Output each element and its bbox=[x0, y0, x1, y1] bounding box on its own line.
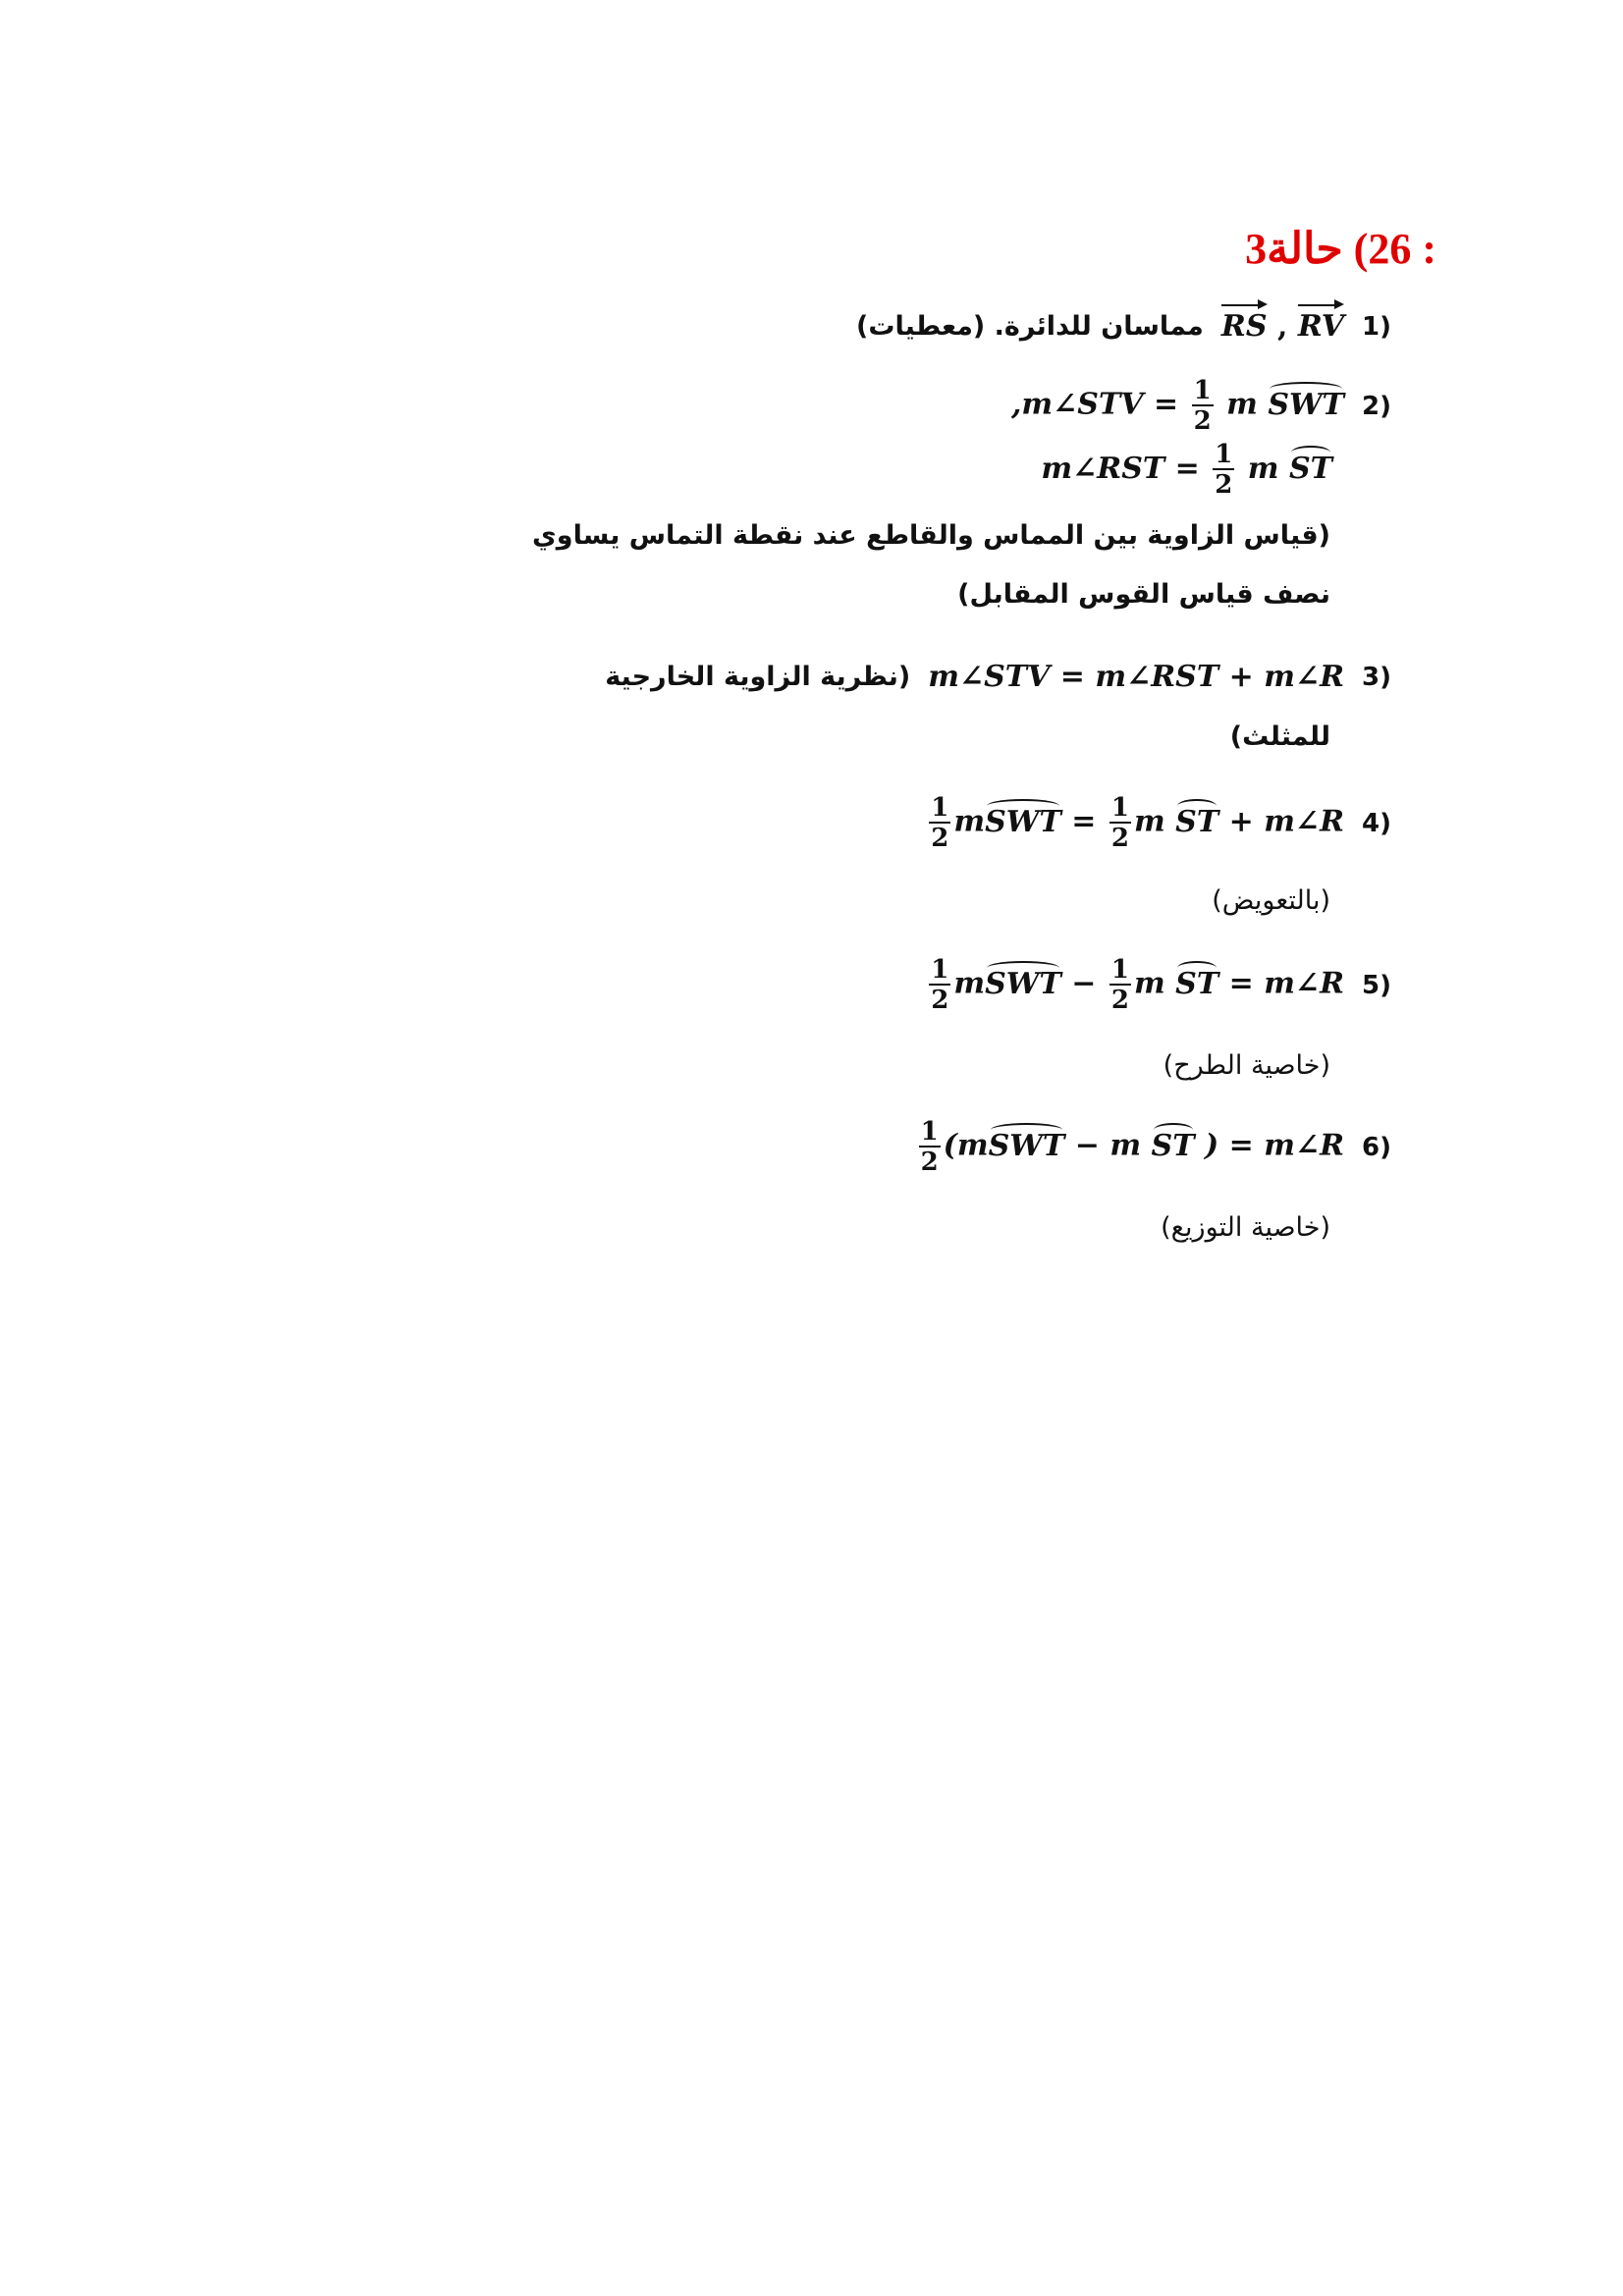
step-4-reason: (بالتعويض) bbox=[1212, 885, 1330, 916]
step-number: (6 bbox=[1362, 1132, 1391, 1162]
fraction-half: $\frac{1}{2}$ bbox=[1215, 440, 1233, 500]
ray-rv: RV bbox=[1297, 309, 1345, 344]
step-3-reason-1: (نظرية الزاوية الخارجية bbox=[605, 662, 911, 692]
ray-rs: RS bbox=[1220, 309, 1268, 344]
fraction-half: $\frac{1}{2}$ bbox=[920, 1117, 939, 1177]
step-3 bbox=[605, 660, 1391, 694]
step-6-reason: (خاصية التوزيع) bbox=[1161, 1212, 1330, 1243]
fraction-half: $\frac{1}{2}$ bbox=[931, 955, 949, 1015]
equation-exterior-angle: m∠STV = m∠RST + m∠R bbox=[928, 660, 1345, 694]
step-6 bbox=[916, 1119, 1391, 1175]
equation-stv: ,m∠STV = $\frac{1}{2}$ m SWT bbox=[1010, 376, 1345, 436]
step-2-reason-1: (قياس الزاوية بين المماس والقاطع عند نقطة التماس يساوي bbox=[532, 520, 1330, 551]
step-number: (4 bbox=[1362, 808, 1391, 838]
fraction-half: $\frac{1}{2}$ bbox=[1193, 376, 1212, 436]
step-5-reason: (خاصية الطرح) bbox=[1163, 1050, 1330, 1081]
step-3-reason-2: للمثلث) bbox=[1229, 721, 1330, 752]
equation-subtraction: $\frac{1}{2}$ mSWT − $\frac{1}{2}$ m ST = m∠R bbox=[931, 955, 1345, 1015]
equation-rst: m∠RST = $\frac{1}{2}$ m ST bbox=[1041, 440, 1332, 500]
equation-substitution: $\frac{1}{2}$ mSWT = $\frac{1}{2}$ m ST + m∠R bbox=[931, 793, 1345, 853]
step-number: (1 bbox=[1362, 311, 1391, 342]
arc-swt: SWT bbox=[1268, 387, 1345, 422]
section-heading: : 26) حالة3 bbox=[1245, 225, 1436, 273]
fraction-half: $\frac{1}{2}$ bbox=[931, 793, 949, 853]
step-number: (2 bbox=[1362, 391, 1391, 421]
arc-st: ST bbox=[1289, 451, 1332, 486]
step-2-line-2 bbox=[1041, 442, 1332, 498]
tangent-rays: RS , RV bbox=[1220, 309, 1345, 344]
step-text: مماسان للدائرة. (معطيات) bbox=[856, 311, 1204, 342]
step-4 bbox=[926, 795, 1391, 851]
fraction-half: $\frac{1}{2}$ bbox=[1110, 955, 1129, 1015]
step-number: (5 bbox=[1362, 970, 1391, 1000]
step-number: (3 bbox=[1362, 662, 1391, 692]
step-2 bbox=[1011, 378, 1391, 434]
step-5 bbox=[926, 957, 1391, 1013]
step-1 bbox=[856, 309, 1391, 344]
equation-distribution: $\frac{1}{2}$ (mSWT − m ST ) = m∠R bbox=[920, 1117, 1345, 1177]
step-2-reason-2: نصف قياس القوس المقابل) bbox=[957, 579, 1330, 610]
fraction-half: $\frac{1}{2}$ bbox=[1110, 793, 1129, 853]
